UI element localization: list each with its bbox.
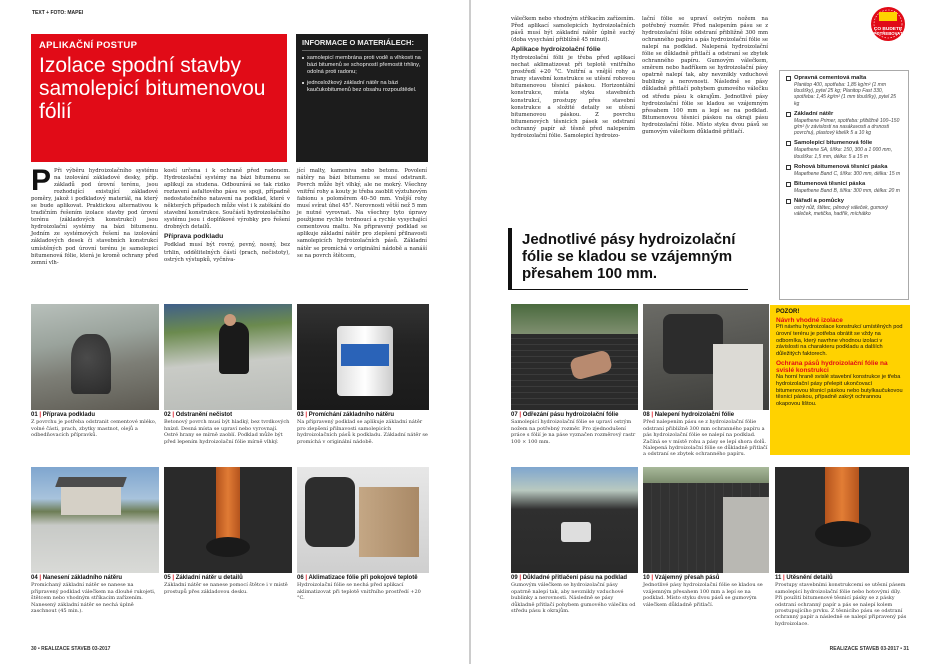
body-text: lační fólie se upraví ostrým nožem na potřebný rozměr. Před nalepením pásu se z hydroizolační fólie odstraní přibližně 300 mm ochranného papíru a pás hydroizolační fólie se nalepí na podklad. Nalepená hydroizolační fólie se důkladně přitlačí a odstraní se zbytek ochranného papíru. Gumovým válečkem, směrem nebo hadříkem se hydroizolační pásy opatrně nalepí tak, aby nevznikly vzduchové bublinky a nerovnosti. Následně se pásy důkladně přitlačí pohybem gumového válečku od středu pásu k okrajům. Jednotlivé pásy hydroizolační fólie se kladou se vzájemným přesahem 100 mm a lepí se na podklad. Bitumenovou těsnicí páskou na okraji pásu hydroizolační fólie. Místo styku dvou pásů se gumovým válečkem důkladně přitlačí.: [642, 16, 768, 135]
footer-left: 30 • REALIZACE STAVEB 03-2017: [31, 646, 111, 652]
body-col-1: [31, 164, 158, 298]
warning-label: POZOR!: [776, 309, 800, 315]
drop-cap: P: [31, 164, 52, 197]
checklist-badge: [866, 6, 910, 60]
checkbox-icon: [786, 165, 791, 170]
material-detail: Mapethene Band C, šířka: 300 mm, délka: 15 m: [794, 170, 901, 177]
material-name: Základní nátěr: [794, 110, 834, 117]
body-text: Podklad musí být rovný, pevný, nosný, bez trhlin, oddělitelných částí (prach, nečistoty), ostrých výstupků, vyčníva-: [164, 242, 290, 263]
body-text: Hydroizolační fólii je třeba před aplikací nechat aklimatizovat při teplotě vnitřního prostředí +20 °C. Vnitřní a vnější rohy a hrany stavební konstrukce se utěsní rohovou bitumenovou těsnicí páskou. Horizontální konstrukce, místa styku stavebních konstrukcí, prostupy přes stavební konstrukce a složité detaily se utěsní bitumenovou páskou. Z povrchu bitumenových těsnicích pásek se odstraní ochranný papír až těsně před nalepením hydroizolační fólie. Samolepicí hydroizo-: [511, 55, 635, 139]
step-09-caption: 09 | Důkladné přitlačení pásu na podklad Gumovým válečkem se hydroizolační pásy opatrně nalepí tak, aby nevznikly vzduchové bublinky a nerovnosti. Následně se pásy důkladně přitlačí pohybem gumového válečku od středu pásu k okrajům.: [511, 575, 636, 615]
step-06-caption: 06 | Aklimatizace fólie při pokojové teplotě Hydroizolační fólie se nechá před aplikací aklimatizovat při teplotě vnitřního prostředí +20 °C.: [297, 575, 421, 602]
material-item: [786, 181, 902, 187]
step-06-photo: [297, 467, 429, 573]
material-detail: Mapethene Primer, spotřeba: přibližně 100–150 g/m² (v závislosti na nasákavosti a drsnosti povrchu), plastový kbelík 5 a 10 kg: [794, 117, 900, 137]
checkbox-icon: [786, 76, 791, 81]
material-item: [786, 75, 902, 81]
warning-text-2: Na horní hraně svislé stavební konstrukce je třeba hydroizolační pásy přelepit ukončovací bitumenovou těsnicí páskou nebo butylkaučukovou těsnicí páskou, případně zakrýt ochrannou okapovou lištou.: [776, 373, 903, 408]
page-spine: [469, 0, 471, 664]
body-text: Při výběru hydroizolačního systému na izolování základové desky, příp. základů pod úrovní terénu, jsou rozhodující existující základové poměry, jakož i podkladový materiál, na který se bude aplikovat. Praktickou alternativou k tradičním řešením izolace stavby pod úrovní terénu (základových konstrukcí) jsou hydroizolační systémy na bázi bitumenu. Jedním ze systémových řešení na izolování základových desek či stavebních konstrukcí umístěných pod úrovní terénu je samolepicí bitumenová fólie, která je kromě ochrany před zemní vlh-: [31, 168, 158, 266]
pull-quote: Jednotlivé pásy hydroizolační fólie se kladou se vzájemným přesahem 100 mm.: [508, 228, 748, 290]
step-09-photo: [511, 467, 638, 573]
step-05-caption: 05 | Základní nátěr u detailů Základní nátěr se nanese pomocí štětce i v místě prostupů přes základovou desku.: [164, 575, 288, 595]
checkbox-icon: [786, 199, 791, 204]
warning-box: [770, 305, 910, 455]
warning-heading-2: Ochrana pásů hydroizolační fólie na svislé konstrukci: [776, 359, 888, 374]
step-11-caption: 11 | Utěsnění detailů Prostupy stavebními konstrukcemi se utěsní pásem samolepicí hydroizolační fólie nebo hotovými díly. Při použití bitumenové těsnicí pásky se z pásky odstraní ochranný papír a pás se nalepí kolem prostupujícího prvku. Z těsnicího pásu se odstraní ochranný papír a následně se nalepí připravený pás hydroizolace.: [775, 575, 907, 627]
footer-right: REALIZACE STAVEB 03-2017 • 31: [829, 646, 909, 652]
step-10-caption: 10 | Vzájemný přesah pásů Jednotlivé pásy hydroizolační fólie se kladou se vzájemným přesahem 100 mm a lepí se na podklad. Místo styku dvou pásů se gumovým válečkem důkladně přitlačí.: [643, 575, 763, 608]
material-item: [786, 111, 902, 117]
warning-text-1: Při návrhu hydroizolace konstrukcí umístěných pod úrovní terénu je potřeba obrátit se vždy na odborníka, který navrhne vhodnou izolaci v závislosti na charakteru podkladu a dalších důležitých faktorech.: [776, 324, 903, 358]
hero-kicker: APLIKAČNÍ POSTUP: [39, 40, 138, 51]
info-box: [296, 34, 428, 162]
body-col-5: [642, 16, 768, 226]
step-03-photo: [297, 304, 429, 410]
step-02-caption: 02 | Odstranění nečistot Betonový povrch musí být hladký, bez tvrdkových hnízd. Desná místa se upraví nebo vyrovnají. Ostré hrany se mírně zaoblí. Podklad může být před lepením hydroizolační fólie mírně vlhký.: [164, 412, 290, 445]
material-detail: Mapethene SA, šířka: 150, 300 a 1 000 mm, tloušťka: 1,5 mm, délka: 5 a 15 m: [794, 147, 893, 160]
body-text: jící malty, kameniva nebo betonu. Povolení nátěry na bázi bitumenu se musí odstranit. Povrch může být vlhký, ale ne mokrý. Všechny vnitřní rohy a kouty je třeba zaoblit výztuhovým fabionu s poloměrem 40–50 mm. Vnější rohy musí svírat úhel 45°. Nerovnosti větší než 5 mm je nutné vyrovnat. Na všechny tyto úpravy použijeme rychle tvrdnoucí a rychle vysychající cementovou maltu. Na připravený podklad se aplikuje základní nátěr pro zlepšení přilnavosti samolepicích hydroizolačních pásů. Základní nátěr se promíchá v originální nádobě a nanáší se na povrch štětcem,: [297, 168, 427, 259]
body-text: válečkem nebo vhodným stříkacím zařízením. Před aplikací samolepicích hydroizolačních pásů musí být základní nátěr úplně suchý (doba vysychání přibližně 45 minut).: [511, 16, 635, 44]
material-item: [786, 140, 902, 146]
body-text: kostí určena i k ochraně před radonem. Hydroizolační systémy na bázi bitumenu se aplikují za studena. Odbourává se tak riziko roztavení asfaltového pásu ve spoji, případně nedostatečného natavení na podklad, které v některých případech může vést i k zatékání do stavební konstrukce. Součástí hydroizolačního systému jsou i doplňkové výrobky pro řešení drobných detailů.: [164, 168, 290, 231]
materials-list: [779, 70, 909, 300]
material-name: Nářadí a pomůcky: [794, 198, 844, 205]
checkbox-icon: [786, 182, 791, 187]
step-05-photo: [164, 467, 292, 573]
step-10-photo: [643, 467, 769, 573]
warning-heading-1: Návrh vhodné izolace: [776, 317, 843, 324]
section-heading: Aplikace hydroizolační fólie: [511, 46, 601, 54]
material-name: Opravná cementová malta: [794, 75, 867, 81]
checkbox-icon: [786, 112, 791, 117]
hero-box: [31, 34, 287, 162]
material-item: [786, 198, 902, 204]
material-name: Bitumenová těsnicí páska: [794, 181, 866, 188]
step-02-photo: [164, 304, 292, 410]
step-08-caption: 08 | Nalepení hydroizolační fólie Před nalepením pásu se z hydroizolační fólie odstraní přibližně 300 mm ochranného papíru a pás hydroizolační fólie se nalepí na podklad. Začíná se v místě rohu a pásy se lepí shora dolů. Nalepená hydroizolační fólie se důkladně přitlačí a odstraní se zbytek ochranného papíru.: [643, 412, 768, 458]
badge-line1: CO BUDETE: [873, 27, 903, 32]
material-detail: Mapethene Band B, šířka: 300 mm, délka: 20 m: [794, 188, 900, 195]
checkbox-icon: [786, 141, 791, 146]
body-col-4: [511, 16, 635, 226]
step-08-photo: [643, 304, 769, 410]
section-heading: Příprava podkladu: [164, 233, 224, 241]
material-detail: Planitop 400, spotřeba: 1,85 kg/m² (1 mm tloušťky), pytel 25 kg; Planitop Fast 330, spotřeba: 1,45 kg/m² (1 mm tloušťky), pytel 25 kg: [794, 82, 897, 107]
badge-line2: POTŘEBOVAT: [873, 31, 903, 36]
step-03-caption: 03 | Promíchání základního nátěru Na připravený podklad se aplikuje základní nátěr pro zlepšení přilnavosti samolepicích hydroizolačních pásů k podkladu. Základní nátěr se promíchá v originální nádobě.: [297, 412, 428, 445]
material-item: [786, 164, 902, 170]
body-col-2: [164, 168, 290, 298]
material-detail: ostrý nůž, štětec, pěnový váleček, gumový váleček, metička, hadřík, míchátko: [794, 205, 888, 218]
header-tagline: TEXT + FOTO: MAPEI: [32, 10, 84, 16]
hero-title: Izolace spodní stavby samolepicí bitumenovou fólií: [39, 54, 266, 123]
info-heading: INFORMACE O MATERIÁLECH:: [302, 38, 422, 51]
step-11-photo: [775, 467, 909, 573]
info-item: jednosložkový základní nátěr na bázi kaučukobitumenů bez obsahu rozpouštědel.: [302, 80, 422, 94]
info-item: samolepicí membrána proti vodě a vlhkosti na bázi bitumenů se schopností přemostit trhliny, odolná proti radonu;: [302, 55, 422, 76]
step-04-caption: 04 | Nanesení základního nátěru Promíchaný základní nátěr se nanese na připravený podklad válečkem na dlouhé rukojeti, štětcem nebo vhodným stříkacím zařízením. Nanesený základní nátěr se nechá úplně zaschnout (45 min.).: [31, 575, 156, 615]
body-col-3: [297, 168, 427, 298]
material-name: Samolepicí bitumenová fólie: [794, 140, 873, 147]
step-01-caption: 01 | Příprava podkladu Z povrchu je potřeba odstranit cementové mléko, volné části, prach, zbytky mastnot, olejů a odbedňovacích přípravků.: [31, 412, 157, 439]
step-07-caption: 07 | Odřezání pásu hydroizolační fólie Samolepicí hydroizolační fólie se upraví ostrým nožem na potřebný rozměr. Pro zjednodušení práce s fólií je na páse vyznačen rozměrový rastr 100 × 100 mm.: [511, 412, 636, 445]
material-name: Rohová bitumenová těsnicí páska: [794, 163, 888, 170]
step-07-photo: [511, 304, 638, 410]
step-04-photo: [31, 467, 159, 573]
step-01-photo: [31, 304, 159, 410]
